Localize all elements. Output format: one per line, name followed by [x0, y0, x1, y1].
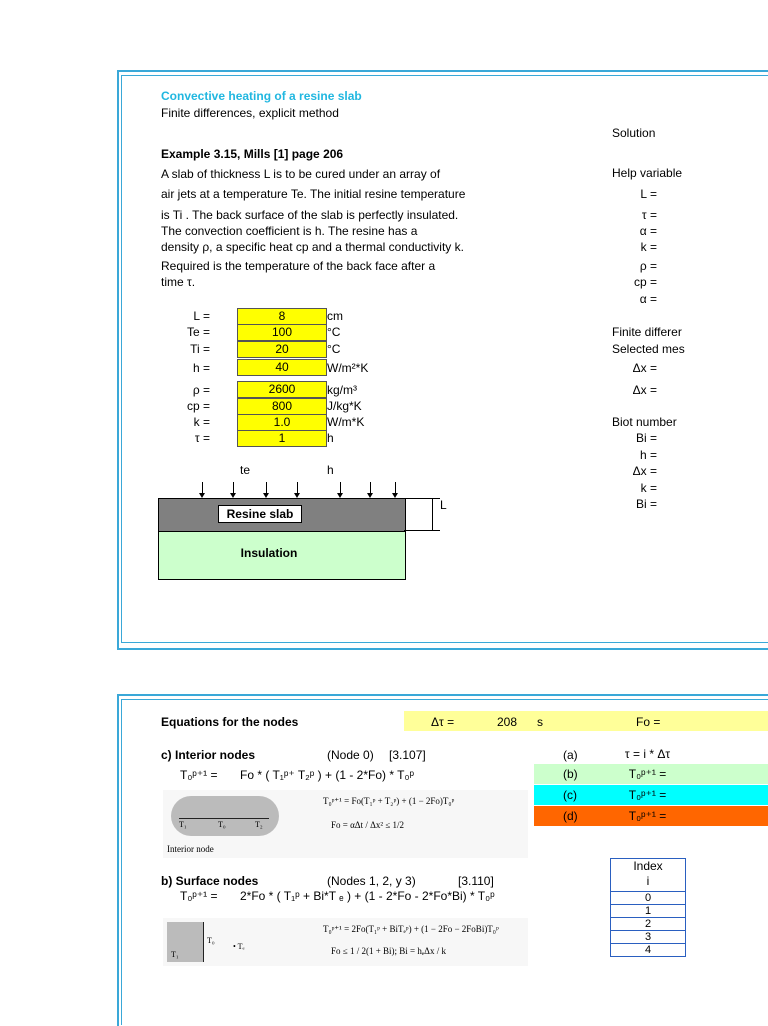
dtau-highlight — [404, 711, 768, 731]
interior-nodes-ref: [3.107] — [389, 748, 426, 762]
surface-symbol-T0: T₀ — [207, 936, 215, 945]
air-jet-arrow — [297, 482, 298, 496]
index-cell[interactable]: 4 — [610, 943, 686, 957]
input-unit-k: W/m*K — [327, 415, 365, 429]
dtau-unit: s — [537, 715, 543, 729]
case-tag: (b) — [563, 767, 578, 781]
surface-node-figure — [163, 918, 528, 966]
page-title: Convective heating of a resine slab — [161, 89, 362, 103]
index-cell[interactable]: 2 — [610, 917, 686, 931]
surface-symbol-Te: • Tₑ — [233, 942, 245, 951]
interior-fig-stability: Fo = αΔt / Δx² ≤ 1/2 — [331, 820, 405, 830]
surface-fig-stability: Fo ≤ 1 / 2(1 + Bi); Bi = hₑΔx / k — [331, 946, 446, 956]
input-cell-Ti[interactable]: 20 — [237, 341, 327, 358]
input-cell-h[interactable]: 40 — [237, 359, 327, 376]
description-line: time τ. — [161, 275, 196, 289]
input-cell-Te[interactable]: 100 — [237, 324, 327, 341]
solution-label: Solution — [612, 126, 656, 140]
biot-label: h = — [639, 448, 657, 462]
case-expr-a: τ = i * Δτ — [624, 747, 671, 761]
interior-nodes-list: (Node 0) — [327, 748, 374, 762]
help-label: cp = — [633, 275, 657, 289]
index-header-sub: i — [646, 874, 650, 888]
input-label-tau: τ = — [194, 431, 210, 445]
example-heading: Example 3.15, Mills [1] page 206 — [161, 147, 344, 161]
finite-diff-title: Finite differer — [612, 325, 682, 339]
interior-eq-rhs: Fo * ( T₁ᵖ⁺ T₂ᵖ ) + (1 - 2*Fo) * T₀ᵖ — [240, 768, 414, 782]
help-label: τ = — [641, 208, 657, 222]
biot-number-title: Biot number — [612, 415, 677, 429]
dimension-label-L: L — [440, 498, 447, 512]
input-cell-k[interactable]: 1.0 — [237, 414, 327, 431]
input-cell-rho[interactable]: 2600 — [237, 381, 327, 398]
interior-nodes-title: c) Interior nodes — [161, 748, 256, 762]
resine-slab-label: Resine slab — [218, 505, 302, 523]
help-label: ρ = — [639, 259, 657, 273]
surface-eq-lhs: T₀ᵖ⁺¹ = — [180, 889, 218, 903]
input-unit-rho: kg/m³ — [327, 383, 357, 397]
surface-nodes-title: b) Surface nodes — [161, 874, 259, 888]
node-symbol-T1: T₁ — [179, 820, 187, 829]
input-unit-L: cm — [327, 309, 343, 323]
input-label-Te: Te = — [186, 325, 210, 339]
air-jet-arrow — [233, 482, 234, 496]
description-line: A slab of thickness L is to be cured under an array of — [161, 167, 441, 181]
index-cell[interactable]: 0 — [610, 891, 686, 905]
fd-label: Δx = — [632, 361, 657, 375]
help-label: α = — [639, 224, 657, 238]
biot-label: Δx = — [632, 464, 657, 478]
air-jet-arrow — [395, 482, 396, 496]
interior-eq-lhs: T₀ᵖ⁺¹ = — [180, 768, 218, 782]
dimension-line-bottom — [404, 530, 440, 531]
dimension-line-vertical — [432, 498, 433, 530]
help-label: k = — [640, 240, 657, 254]
input-unit-h: W/m²*K — [327, 361, 369, 375]
node-line — [179, 818, 269, 819]
air-jet-arrow — [370, 482, 371, 496]
case-tag: (a) — [563, 748, 578, 762]
help-variable-title: Help variable — [612, 166, 683, 180]
surface-symbol-T1: T₁ — [171, 950, 179, 959]
input-cell-L[interactable]: 8 — [237, 308, 327, 325]
diagram-label-h: h — [327, 463, 334, 477]
dtau-value[interactable]: 208 — [497, 715, 518, 729]
description-line: is Ti . The back surface of the slab is perfectly insulated. — [161, 208, 459, 222]
page-subtitle: Finite differences, explicit method — [161, 106, 339, 120]
case-tag: (c) — [563, 788, 577, 802]
interior-node-caption: Interior node — [167, 844, 214, 854]
fd-label: Δx = — [632, 383, 657, 397]
biot-label: Bi = — [635, 497, 657, 511]
input-label-h: h = — [192, 361, 210, 375]
node-symbol-T0: T₀ — [218, 820, 226, 829]
input-unit-Te: °C — [327, 325, 341, 339]
input-cell-cp[interactable]: 800 — [237, 398, 327, 415]
interior-node-sketch — [171, 796, 279, 836]
interior-node-figure — [163, 790, 528, 858]
insulation-label: Insulation — [240, 546, 298, 560]
help-label: α = — [639, 292, 657, 306]
description-line: density ρ, a specific heat cp and a thermal conductivity k. — [161, 240, 464, 254]
description-line: Required is the temperature of the back face after a — [161, 259, 436, 273]
case-expr-b: T₀ᵖ⁺¹ = — [628, 767, 667, 781]
air-jet-arrow — [202, 482, 203, 496]
description-line: The convection coefficient is h. The resine has a — [161, 224, 418, 238]
description-line: air jets at a temperature Te. The initial resine temperature — [161, 187, 466, 201]
biot-label: k = — [640, 481, 657, 495]
diagram-label-te: te — [240, 463, 251, 477]
input-unit-tau: h — [327, 431, 334, 445]
air-jet-arrow — [266, 482, 267, 496]
case-tag: (d) — [563, 809, 578, 823]
index-header — [610, 858, 686, 892]
input-unit-cp: J/kg*K — [327, 399, 362, 413]
input-label-L: L = — [193, 309, 210, 323]
input-label-k: k = — [193, 415, 210, 429]
surface-nodes-list: (Nodes 1, 2, y 3) — [327, 874, 416, 888]
node-symbol-T2: T₂ — [255, 820, 263, 829]
interior-fig-equation: T₀ᵖ⁺¹ = Fo(T₁ᵖ + T₂ᵖ) + (1 − 2Fo)T₀ᵖ — [323, 796, 455, 806]
air-jet-arrow — [340, 482, 341, 496]
input-unit-Ti: °C — [327, 342, 341, 356]
surface-eq-rhs: 2*Fo * ( T₁ᵖ + Bi*T ₑ ) + (1 - 2*Fo - 2*Fo*Bi) * T₀ᵖ — [240, 889, 495, 903]
help-label: L = — [640, 187, 657, 201]
selected-mesh-label: Selected mes — [612, 342, 685, 356]
dtau-label: Δτ = — [431, 715, 455, 729]
dimension-line-top — [404, 498, 440, 499]
surface-fig-equation: T₀ᵖ⁺¹ = 2Fo(T₁ᵖ + BiTₑᵖ) + (1 − 2Fo − 2FoBi)T₀ᵖ — [323, 924, 499, 934]
index-header-label: Index — [633, 859, 663, 873]
input-label-Ti: Ti = — [190, 342, 210, 356]
surface-nodes-ref: [3.110] — [458, 874, 494, 888]
index-cell[interactable]: 3 — [610, 930, 686, 944]
fo-label: Fo = — [636, 715, 661, 729]
case-expr-d: T₀ᵖ⁺¹ = — [628, 809, 667, 823]
input-cell-tau[interactable]: 1 — [237, 430, 327, 447]
input-label-cp: cp = — [186, 399, 210, 413]
index-cell[interactable]: 1 — [610, 904, 686, 918]
biot-label: Bi = — [635, 431, 657, 445]
input-label-rho: ρ = — [192, 383, 210, 397]
equations-title: Equations for the nodes — [161, 715, 299, 729]
surface-wall — [203, 922, 204, 962]
case-expr-c: T₀ᵖ⁺¹ = — [628, 788, 667, 802]
